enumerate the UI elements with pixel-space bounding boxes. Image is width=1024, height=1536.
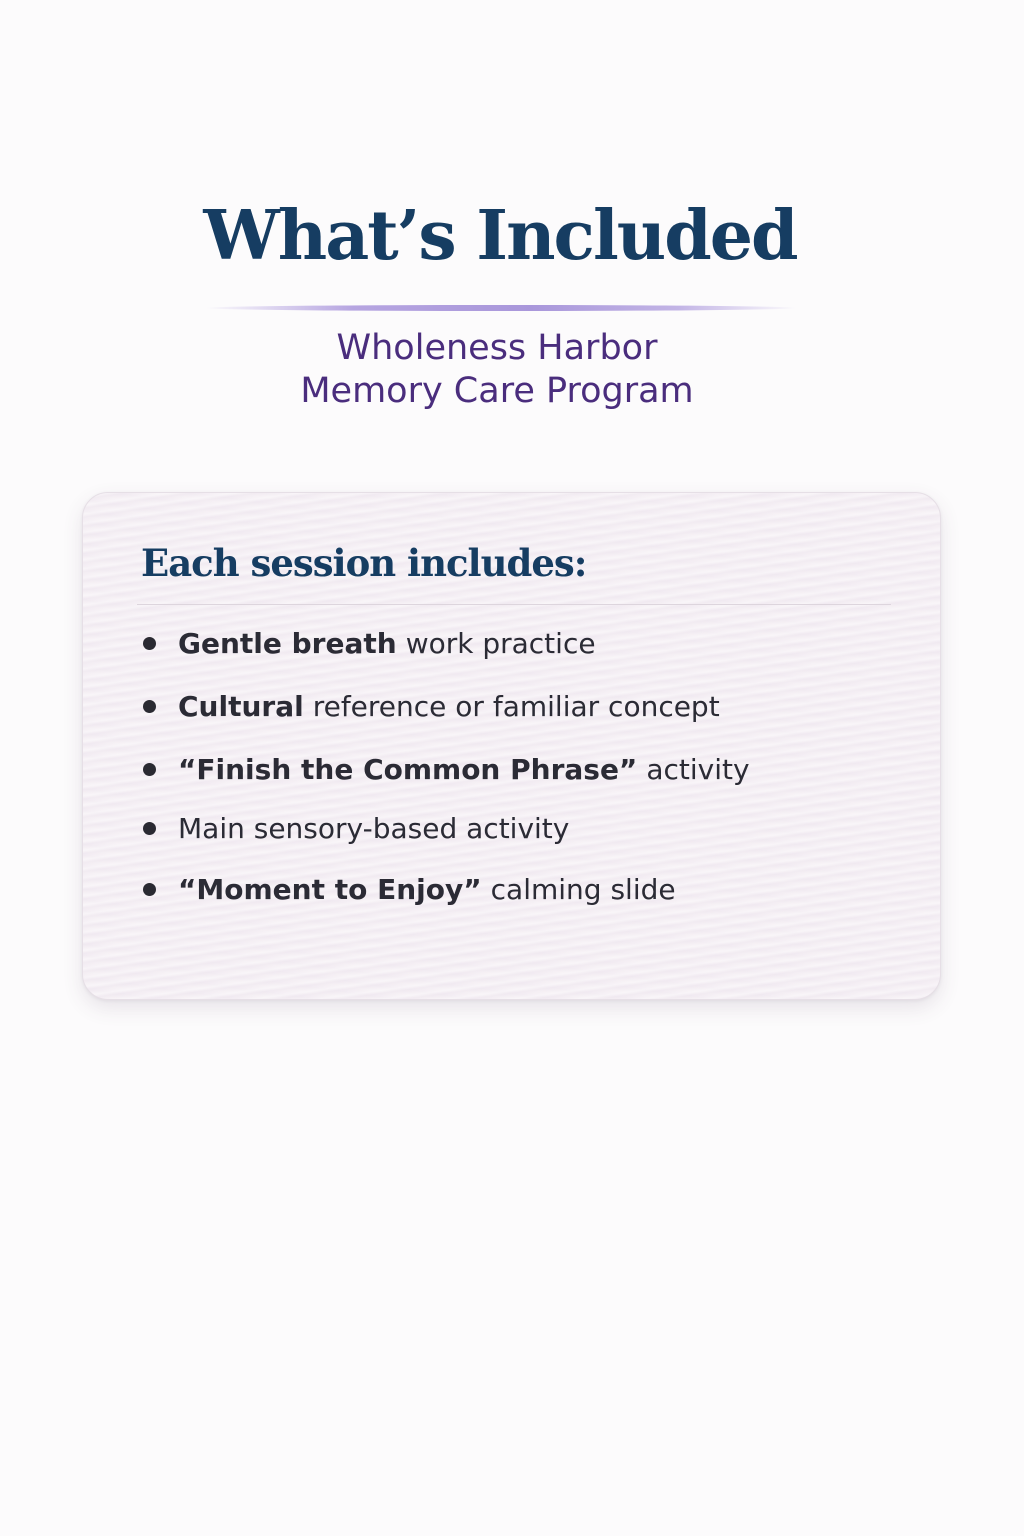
card-heading: Each session includes:	[141, 541, 587, 585]
session-card	[82, 492, 941, 1000]
item-emphasis: Cultural	[178, 689, 304, 723]
program-name-line-2: Memory Care Program	[300, 371, 694, 411]
item-text: activity	[646, 752, 750, 786]
bullet-icon	[143, 637, 156, 650]
card-divider	[137, 604, 891, 605]
title-divider	[205, 305, 797, 311]
list-item	[143, 749, 750, 789]
page-title: What’s Included	[203, 196, 797, 276]
item-text: calming slide	[490, 872, 676, 906]
bullet-icon	[143, 763, 156, 776]
list-item	[143, 686, 720, 726]
list-item	[143, 623, 596, 663]
item-emphasis: “Finish the Common Phrase”	[178, 752, 638, 786]
bullet-icon	[143, 883, 156, 896]
item-text: work practice	[405, 626, 596, 660]
bullet-icon	[143, 700, 156, 713]
item-emphasis: Gentle breath	[178, 626, 397, 660]
item-emphasis: “Moment to Enjoy”	[178, 872, 482, 906]
bullet-icon	[143, 822, 156, 835]
program-name-line-1: Wholeness Harbor	[336, 328, 658, 368]
list-item	[143, 808, 569, 848]
item-text: reference or familiar concept	[312, 689, 720, 723]
item-text: Main sensory-based activity	[178, 811, 570, 845]
list-item	[143, 869, 676, 909]
